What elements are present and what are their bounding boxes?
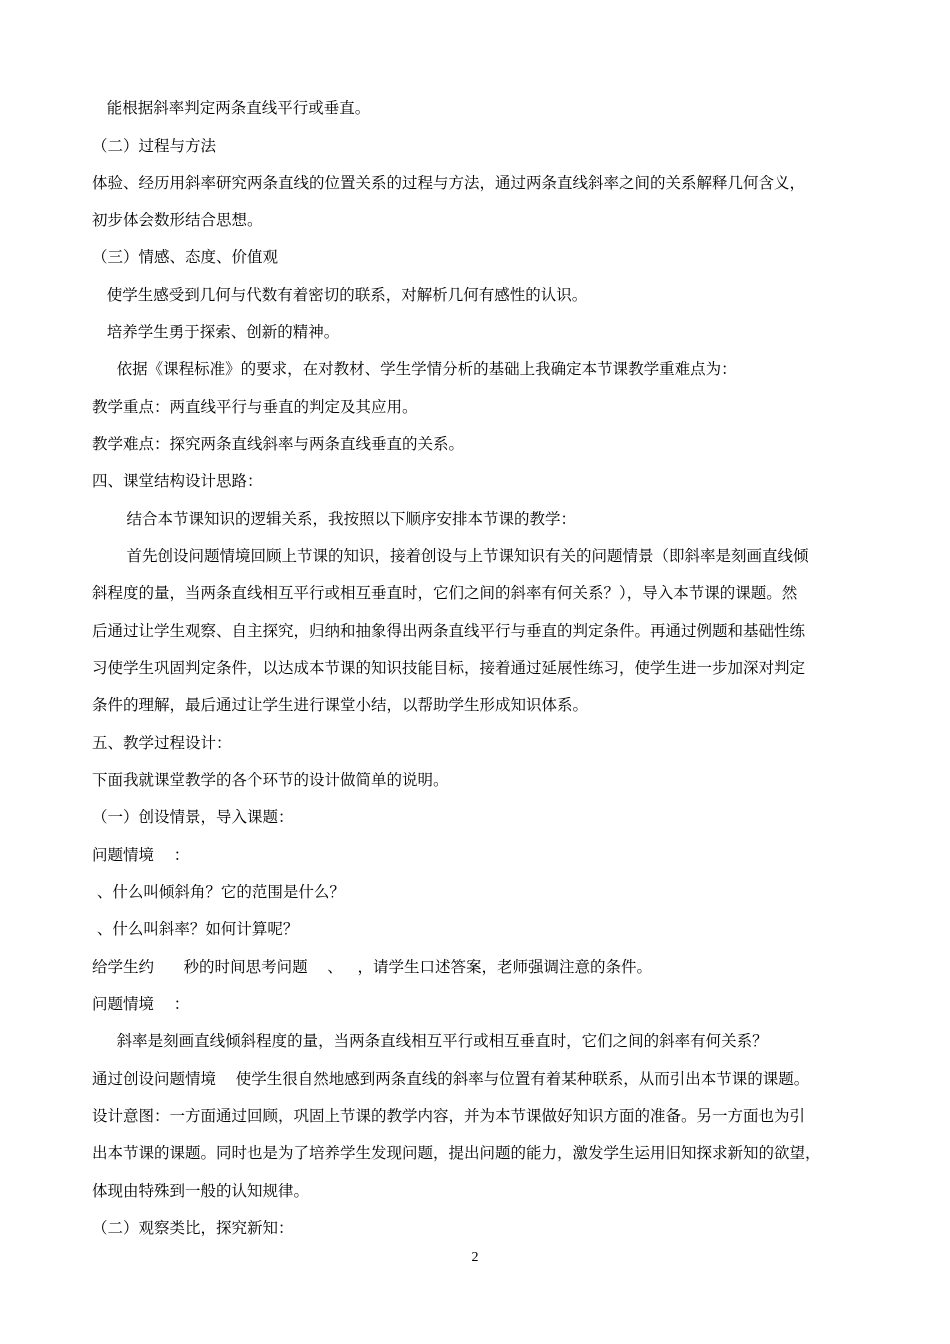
- text-line: 问题情境 ：: [92, 846, 190, 864]
- page-number: 2: [471, 1250, 479, 1265]
- text-line: 体现由特殊到一般的认知规律。: [92, 1182, 310, 1200]
- section-heading: 五、教学过程设计：: [92, 734, 232, 752]
- text-line: 、什么叫斜率？如何计算呢？: [92, 920, 299, 938]
- text-line: 出本节课的课题。同时也是为了培养学生发现问题，提出问题的能力，激发学生运用旧知探求新知的欲望，: [92, 1144, 821, 1162]
- section-heading: 四、课堂结构设计思路：: [92, 472, 263, 490]
- text-line: 首先创设问题情境回顾上节课的知识，接着创设与上节课知识有关的问题情景（即斜率是刻画直线倾: [92, 547, 809, 565]
- section-heading: （三）情感、态度、价值观: [92, 248, 279, 266]
- text-line: 斜程度的量，当两条直线相互平行或相互垂直时，它们之间的斜率有何关系？），导入本节课的课题。然: [92, 584, 798, 602]
- text-line: 习使学生巩固判定条件，以达成本节课的知识技能目标，接着通过延展性练习，使学生进一步加深对判定: [92, 659, 806, 677]
- text-line: 条件的理解，最后通过让学生进行课堂小结，以帮助学生形成知识体系。: [92, 696, 589, 714]
- text-line: 后通过让学生观察、自主探究，归纳和抽象得出两条直线平行与垂直的判定条件。再通过例题和基础性练: [92, 622, 806, 640]
- text-line: 斜率是刻画直线倾斜程度的量，当两条直线相互平行或相互垂直时，它们之间的斜率有何关系？: [92, 1032, 768, 1050]
- section-heading: （二）观察类比，探究新知：: [92, 1219, 294, 1237]
- text-line: 初步体会数形结合思想。: [92, 211, 263, 229]
- text-line: 教学重点：两直线平行与垂直的判定及其应用。: [92, 398, 418, 416]
- text-line: 依据《课程标准》的要求，在对教材、学生学情分析的基础上我确定本节课教学重难点为：: [92, 360, 737, 378]
- section-heading: （二）过程与方法: [92, 137, 217, 155]
- text-line: 设计意图：一方面通过回顾，巩固上节课的教学内容，并为本节课做好知识方面的准备。另一方面也为引: [92, 1107, 806, 1125]
- section-heading: （一）创设情景，导入课题：: [92, 808, 294, 826]
- text-line: 能根据斜率判定两条直线平行或垂直。: [92, 99, 371, 117]
- text-line: 下面我就课堂教学的各个环节的设计做简单的说明。: [92, 771, 449, 789]
- text-line: 培养学生勇于探索、创新的精神。: [92, 323, 340, 341]
- text-line: 问题情境 ：: [92, 995, 190, 1013]
- text-line: 结合本节课知识的逻辑关系，我按照以下顺序安排本节课的教学：: [92, 510, 576, 528]
- text-line: 教学难点：探究两条直线斜率与两条直线垂直的关系。: [92, 435, 465, 453]
- text-line: 使学生感受到几何与代数有着密切的联系，对解析几何有感性的认识。: [92, 286, 588, 304]
- text-line: 、什么叫倾斜角？它的范围是什么？: [92, 883, 345, 901]
- text-line: 通过创设问题情境 使学生很自然地感到两条直线的斜率与位置有着某种联系，从而引出本节课的课题。: [92, 1070, 810, 1088]
- text-line: 体验、经历用斜率研究两条直线的位置关系的过程与方法，通过两条直线斜率之间的关系解释几何含义，: [92, 174, 806, 192]
- text-line: 给学生约 秒的时间思考问题 、 ，请学生口述答案，老师强调注意的条件。: [92, 958, 653, 976]
